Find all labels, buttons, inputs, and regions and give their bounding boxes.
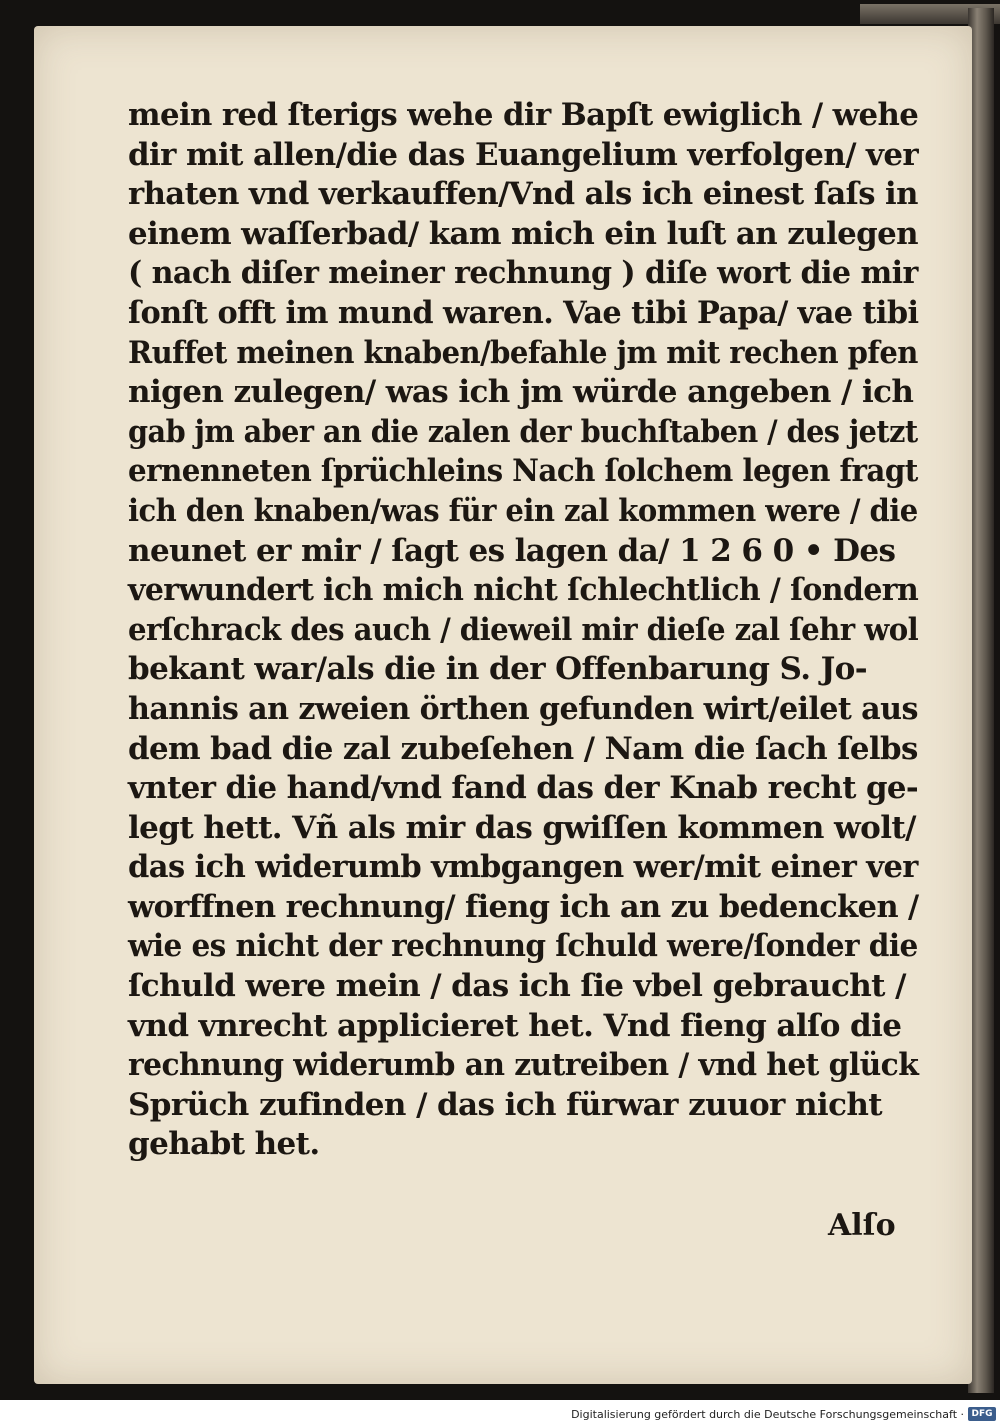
text-line: vnter die hand/vnd fand das der Knab recht ge- [128,770,919,807]
text-line: dem bad die zal zubeſehen / Nam die ſach ſelbs [128,730,918,767]
text-line: erſchrack des auch / dieweil mir dieſe zal ſehr wol [128,611,919,648]
text-line: nigen zulegen/ was ich jm würde angeben / ich [128,374,914,411]
funding-credit: Digitalisierung gefördert durch die Deutsche Forschungsgemeinschaft · [571,1408,964,1421]
dfg-logo: DFG [968,1407,996,1421]
page-text [128,96,918,1165]
text-line: ſchuld were mein / das ich ſie vbel gebraucht / [128,968,906,1005]
text-line: bekant war/als die in der Offenbarung S. Jo- [128,651,868,688]
text-line: neunet er mir / ſagt es lagen da/ 1 2 6 0 • Des [128,532,896,569]
text-line: hannis an zweien örthen gefunden wirt/eilet aus [128,690,918,727]
text-line: ( nach diſer meiner rechnung ) diſe wort die mir [128,255,918,292]
text-line: gab jm aber an die zalen der buchſtaben / des jetzt [128,413,918,450]
text-line: dir mit allen/die das Euangelium verfolgen/ ver [128,136,919,173]
text-line: gehabt het. [128,1126,320,1163]
text-line: einem waſſerbad/ kam mich ein luſt an zulegen [128,215,918,252]
text-line: Ruffet meinen knaben/befahle jm mit rechen pfen [128,334,918,371]
text-line: rechnung widerumb an zutreiben / vnd het glück [128,1047,919,1084]
text-line: mein red ſterigs wehe dir Bapſt ewiglich / wehe [128,97,919,133]
text-line: legt hett. Vñ als mir das gwiſſen kommen wolt/ [128,809,916,846]
text-line: das ich widerumb vmbgangen wer/mit einer ver [128,849,918,886]
text-line: ſonſt offt im mund waren. Vae tibi Papa/ vae tibi [128,294,919,331]
text-line: wie es nicht der rechnung ſchuld were/ſonder die [128,928,918,965]
text-line: vnd vnrecht applicieret het. Vnd fieng alſo die [128,1007,902,1044]
text-line: verwundert ich mich nicht ſchlechtlich / ſondern [128,572,919,609]
text-line: rhaten vnd verkauffen/Vnd als ich einest ſaſs in [128,176,918,213]
text-line: worffnen rechnung/ fieng ich an zu bedencken / [128,888,919,925]
catchword: Alſo [828,1208,896,1243]
text-line: ernenneten ſprüchleins Nach ſolchem legen fragt [128,453,918,490]
text-line: ich den knaben/was für ein zal kommen were / die [128,492,918,529]
text-line: Sprüch zufinden / das ich fürwar zuuor nicht [128,1086,883,1123]
